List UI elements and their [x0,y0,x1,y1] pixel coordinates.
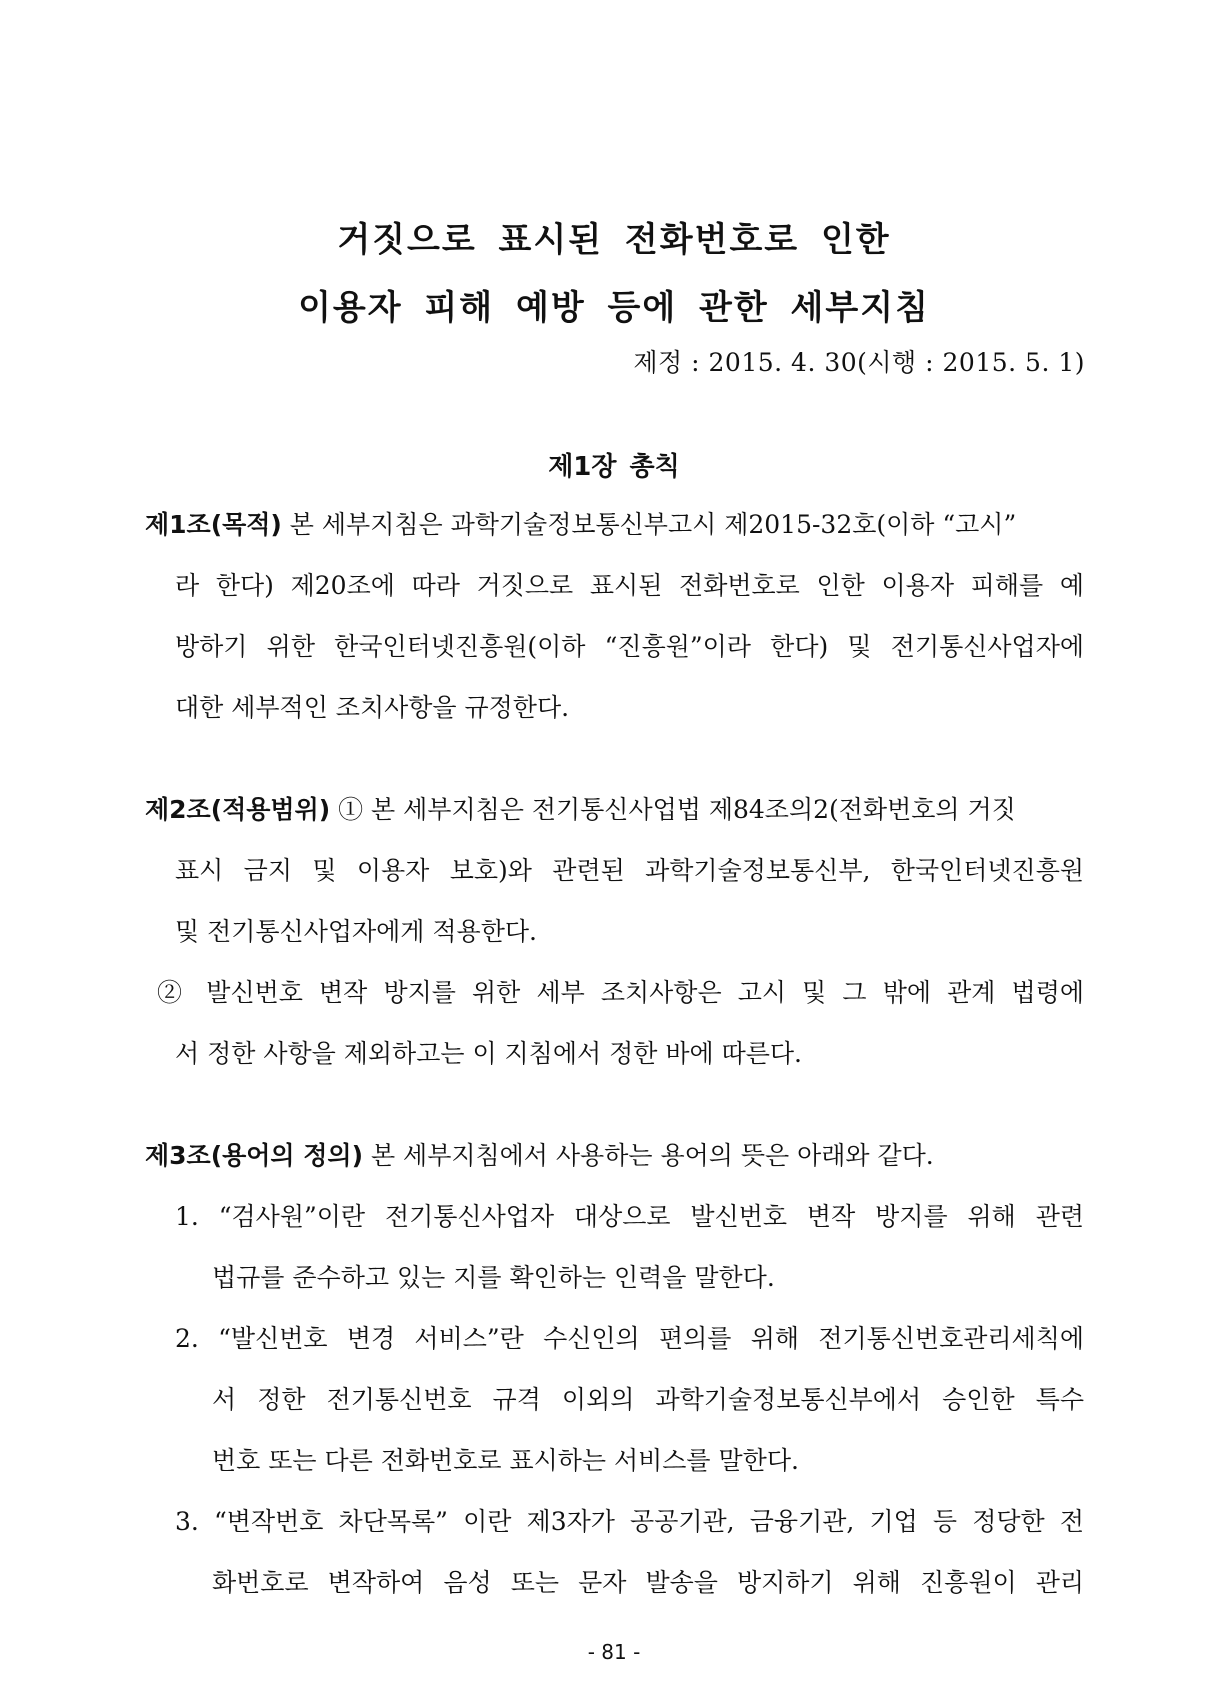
article-1-line-1 [145,505,1084,541]
article-1-line-4: 대한 세부적인 조치사항을 규정한다. [175,693,570,722]
article-2-heading: 제2조(적용범위) [145,795,331,824]
article-3-heading: 제3조(용어의 정의) [145,1141,364,1170]
page-number: - 81 - [587,1640,641,1664]
article-2-line-5: 서 정한 사항을 제외하고는 이 지침에서 정한 바에 따른다. [175,1039,802,1068]
article-3-item-2-line-3: 번호 또는 다른 전화번호로 표시하는 서비스를 말한다. [212,1446,799,1475]
article-3-item-2-line-2: 서 정한 전기통신번호 규격 이외의 과학기술정보통신부에서 승인한 특수 [212,1385,1084,1414]
article-1-text: 본 세부지침은 과학기술정보통신부고시 제2015-32호(이하 “고시” [281,510,1017,539]
document-title-line-1: 거짓으로 표시된 전화번호로 인한 [337,220,891,260]
enactment-date: 제정 : 2015. 4. 30(시행 : 2015. 5. 1) [633,348,1085,377]
article-3-item-3-line-2: 화번호로 변작하여 음성 또는 문자 발송을 방지하기 위해 진흥원이 관리 [212,1568,1084,1597]
article-3-item-2-line-1: 2. “발신번호 변경 서비스”란 수신인의 편의를 위해 전기통신번호관리세칙에 [175,1324,1084,1353]
article-3-line-1 [145,1136,934,1172]
article-3-item-1-line-2: 법규를 준수하고 있는 지를 확인하는 인력을 말한다. [212,1263,775,1292]
chapter-heading: 제1장 총칙 [548,452,680,482]
article-1-heading: 제1조(목적) [145,510,282,539]
article-1-line-3: 방하기 위한 한국인터넷진흥원(이하 “진흥원”이라 한다) 및 전기통신사업자에 [175,632,1084,661]
article-3-text: 본 세부지침에서 사용하는 용어의 뜻은 아래와 같다. [363,1141,934,1170]
article-1-line-2: 라 한다) 제20조에 따라 거짓으로 표시된 전화번호로 인한 이용자 피해를 예 [175,571,1084,600]
article-3-item-3-line-1: 3. “변작번호 차단목록” 이란 제3자가 공공기관, 금융기관, 기업 등 정당한 전 [175,1507,1084,1536]
article-3-item-1-line-1: 1. “검사원”이란 전기통신사업자 대상으로 발신번호 변작 방지를 위해 관련 [175,1202,1084,1231]
article-2-line-1 [145,790,1084,826]
article-2-text: ① 본 세부지침은 전기통신사업법 제84조의2(전화번호의 거짓 [330,795,1016,824]
article-2-line-3: 및 전기통신사업자에게 적용한다. [175,917,537,946]
article-2-line-4: ② 발신번호 변작 방지를 위한 세부 조치사항은 고시 및 그 밖에 관계 법령에 [157,978,1084,1007]
article-2-line-2: 표시 금지 및 이용자 보호)와 관련된 과학기술정보통신부, 한국인터넷진흥원 [175,856,1084,885]
document-title-line-2: 이용자 피해 예방 등에 관한 세부지침 [298,288,930,328]
